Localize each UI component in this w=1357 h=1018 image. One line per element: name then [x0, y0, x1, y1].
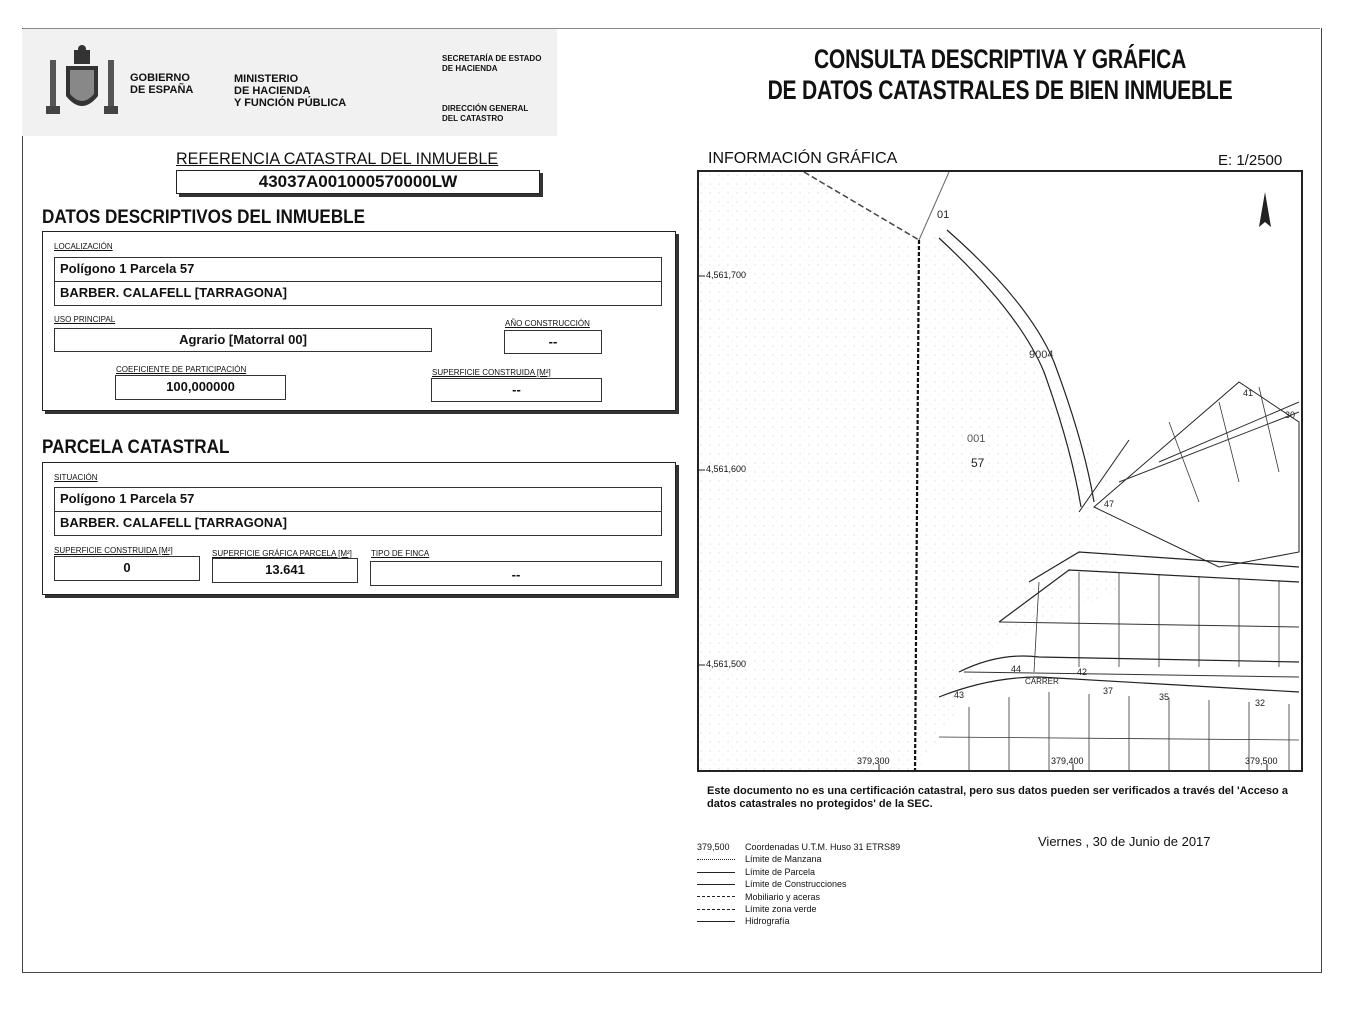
- datos-panel: [42, 231, 676, 411]
- legend-symbol: [697, 884, 735, 885]
- map-label-43: 43: [954, 690, 965, 700]
- coat-of-arms-icon: [44, 44, 120, 124]
- legend-item: Límite de Construcciones: [745, 879, 847, 890]
- legend-symbol: [697, 909, 735, 910]
- document-title: CONSULTA DESCRIPTIVA Y GRÁFICA DE DATOS CATASTRALES DE BIEN INMUEBLE: [767, 44, 1233, 105]
- legend-row: [697, 841, 900, 853]
- legend-item: Mobiliario y aceras: [745, 891, 821, 902]
- legend-row: [697, 853, 900, 865]
- gobierno-label: GOBIERNO DE ESPAÑA: [130, 72, 194, 96]
- anio-label: AÑO CONSTRUCCIÓN: [505, 319, 590, 328]
- map-label-35: 35: [1159, 692, 1170, 702]
- legend-coord-sample: 379,500: [697, 842, 730, 852]
- cadastral-map: [699, 172, 1301, 770]
- localizacion-line1: Polígono 1 Parcela 57: [54, 257, 662, 282]
- y-coord-3: 4,561,500: [706, 659, 747, 669]
- disclaimer-text: Este documento no es una certificación catastral, pero sus datos pueden ser verificados a través del 'Acceso a datos catastrales no protegidos' de la SEC.: [707, 785, 1288, 810]
- situacion-line1: Polígono 1 Parcela 57: [54, 487, 662, 512]
- sup-construida-value: 0: [54, 556, 200, 581]
- situacion-line2: BARBER. CALAFELL [TARRAGONA]: [54, 511, 662, 536]
- map-label-01: 01: [937, 209, 950, 221]
- localizacion-label: LOCALIZACIÓN: [54, 242, 113, 251]
- legend-row: [697, 891, 900, 903]
- legend-row: [697, 915, 900, 927]
- superficie-construida-value: --: [431, 378, 602, 402]
- legend-item: Coordenadas U.T.M. Huso 31 ETRS89: [745, 842, 901, 852]
- legend-symbol: [697, 896, 735, 897]
- datos-section-title: DATOS DESCRIPTIVOS DEL INMUEBLE: [42, 207, 366, 228]
- map-label-47: 47: [1104, 499, 1115, 509]
- anio-value: --: [504, 330, 602, 354]
- x-coord-1: 379,300: [857, 756, 890, 766]
- sup-grafica-value: 13.641: [212, 558, 358, 583]
- map-label-37: 37: [1103, 686, 1114, 696]
- y-coord-2: 4,561,600: [706, 464, 747, 474]
- legend-symbol: [697, 872, 735, 873]
- legend-row: [697, 878, 900, 890]
- legend-item: Límite zona verde: [745, 904, 817, 915]
- secretaria-label: SECRETARÍA DE ESTADO DE HACIENDA: [442, 54, 542, 73]
- y-coord-1: 4,561,700: [706, 270, 747, 280]
- map-label-32: 32: [1255, 698, 1266, 708]
- ministerio-label: MINISTERIO DE HACIENDA Y FUNCIÓN PÚBLICA: [234, 73, 347, 109]
- map-label-57: 57: [971, 456, 985, 470]
- superficie-construida-label: SUPERFICIE CONSTRUIDA [M²]: [432, 368, 551, 377]
- legend-row: [697, 903, 900, 915]
- legend-symbol: [697, 921, 735, 922]
- informacion-grafica-label: INFORMACIÓN GRÁFICA: [708, 150, 898, 167]
- map-scale: E: 1/2500: [1218, 152, 1283, 169]
- direccion-label: DIRECCIÓN GENERAL DEL CATASTRO: [442, 104, 529, 123]
- map-legend: [697, 841, 900, 928]
- referencia-label: REFERENCIA CATASTRAL DEL INMUEBLE: [176, 149, 499, 168]
- tipo-finca-label: TIPO DE FINCA: [371, 549, 430, 558]
- uso-label: USO PRINCIPAL: [54, 315, 116, 324]
- legend-item: Límite de Manzana: [745, 854, 822, 865]
- legend-symbol: [697, 859, 735, 860]
- map-label-42: 42: [1077, 667, 1088, 677]
- x-coord-2: 379,400: [1051, 756, 1084, 766]
- tipo-finca-value: --: [370, 561, 662, 586]
- legend-row: [697, 866, 900, 878]
- map-label-30: 30: [1285, 410, 1296, 420]
- map-label-44: 44: [1011, 664, 1022, 674]
- map-label-carrer: CARRER: [1025, 677, 1059, 686]
- parcela-panel: [42, 462, 676, 595]
- situacion-label: SITUACIÓN: [54, 473, 98, 482]
- map-label-001: 001: [967, 433, 986, 445]
- referencia-value: 43037A001000570000LW: [176, 170, 540, 194]
- parcela-section-title: PARCELA CATASTRAL: [42, 437, 230, 458]
- document-date: Viernes , 30 de Junio de 2017: [1038, 834, 1211, 849]
- map-label-41: 41: [1243, 388, 1254, 398]
- sup-grafica-label: SUPERFICIE GRÁFICA PARCELA [M²]: [212, 549, 352, 558]
- uso-value: Agrario [Matorral 00]: [54, 328, 432, 352]
- x-coord-3: 379,500: [1245, 756, 1278, 766]
- legend-item: Límite de Parcela: [745, 866, 816, 877]
- coeficiente-label: COEFICIENTE DE PARTICIPACIÓN: [116, 365, 247, 374]
- coeficiente-value: 100,000000: [115, 375, 286, 400]
- sup-construida-label: SUPERFICIE CONSTRUIDA [M²]: [54, 546, 173, 555]
- localizacion-line2: BARBER. CALAFELL [TARRAGONA]: [54, 281, 662, 306]
- map-label-9004: 9004: [1029, 349, 1054, 361]
- legend-item: Hidrografía: [745, 916, 790, 927]
